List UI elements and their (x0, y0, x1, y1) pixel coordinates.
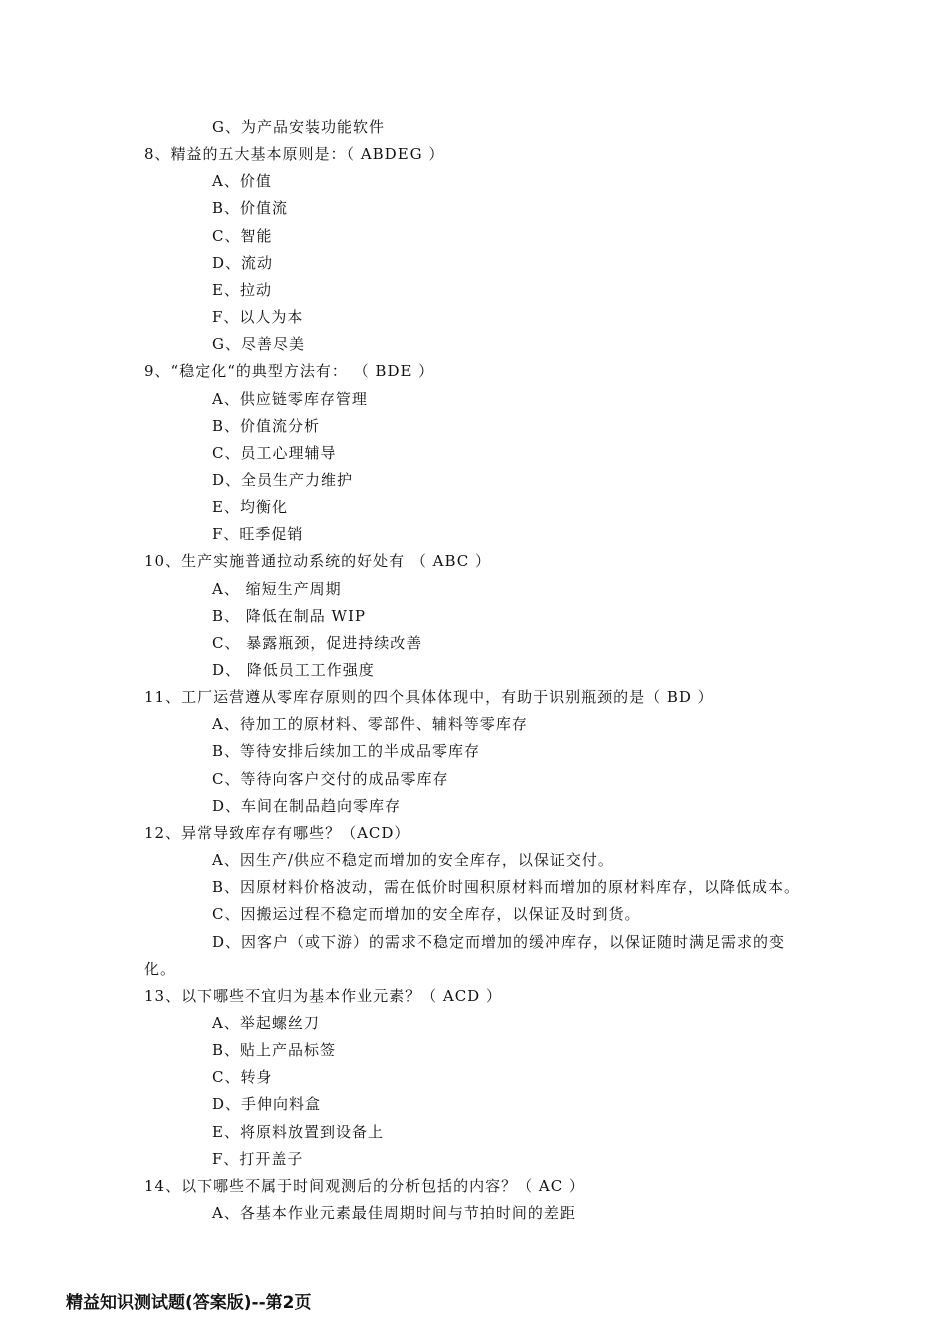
option-line: B、等待安排后续加工的半成品零库存 (212, 742, 481, 760)
option-line: E、均衡化 (212, 498, 288, 516)
option-line: A、各基本作业元素最佳周期时间与节拍时间的差距 (212, 1204, 576, 1222)
option-line: D、车间在制品趋向零库存 (212, 797, 402, 815)
option-line: D、因客户（或下游）的需求不稳定而增加的缓冲库存，以保证随时满足需求的变 (212, 933, 786, 951)
option-line: B、贴上产品标签 (212, 1041, 337, 1059)
option-line: E、拉动 (212, 281, 272, 299)
option-line: B、因原材料价格波动，需在低价时囤积原材料而增加的原材料库存，以降低成本。 (212, 878, 801, 896)
option-line: C、因搬运过程不稳定而增加的安全库存，以保证及时到货。 (212, 905, 641, 923)
question-line: 12、异常导致库存有哪些？（ACD） (144, 824, 411, 842)
question-line: 9、“稳定化“的典型方法有： （ BDE ） (144, 362, 435, 380)
page-footer: 精益知识测试题(答案版)--第2页 (66, 1293, 312, 1313)
option-line: C、员工心理辅导 (212, 444, 337, 462)
option-line: A、 缩短生产周期 (212, 580, 342, 598)
option-line: E、将原料放置到设备上 (212, 1123, 384, 1141)
wrapped-line: 化。 (144, 960, 177, 978)
option-line: F、打开盖子 (212, 1150, 304, 1168)
option-line: A、供应链零库存管理 (212, 390, 368, 408)
question-line: 13、以下哪些不宜归为基本作业元素？（ ACD ） (144, 987, 502, 1005)
option-line: C、智能 (212, 227, 273, 245)
option-line: F、旺季促销 (212, 525, 304, 543)
option-line: A、价值 (212, 172, 272, 190)
option-line: F、以人为本 (212, 308, 304, 326)
option-line: G、为产品安装功能软件 (212, 118, 385, 136)
option-line: D、 降低员工工作强度 (212, 661, 375, 679)
option-line: D、全员生产力维护 (212, 471, 354, 489)
option-line: A、因生产/供应不稳定而增加的安全库存，以保证交付。 (212, 851, 614, 869)
option-line: B、 降低在制品 WIP (212, 607, 366, 625)
question-line: 8、精益的五大基本原则是：（ ABDEG ） (144, 145, 445, 163)
option-line: B、价值流分析 (212, 417, 321, 435)
option-line: C、转身 (212, 1068, 273, 1086)
option-line: D、流动 (212, 254, 274, 272)
question-line: 14、以下哪些不属于时间观测后的分析包括的内容？（ AC ） (144, 1177, 585, 1195)
option-line: G、尽善尽美 (212, 335, 305, 353)
option-line: A、举起螺丝刀 (212, 1014, 320, 1032)
question-line: 10、生产实施普通拉动系统的好处有 （ ABC ） (144, 552, 492, 570)
question-line: 11、工厂运营遵从零库存原则的四个具体体现中，有助于识别瓶颈的是（ BD ） (144, 688, 714, 706)
option-line: A、待加工的原材料、零部件、辅料等零库存 (212, 715, 528, 733)
option-line: D、手伸向料盒 (212, 1095, 322, 1113)
option-line: C、 暴露瓶颈，促进持续改善 (212, 634, 423, 652)
option-line: B、价值流 (212, 199, 289, 217)
option-line: C、等待向客户交付的成品零库存 (212, 770, 449, 788)
